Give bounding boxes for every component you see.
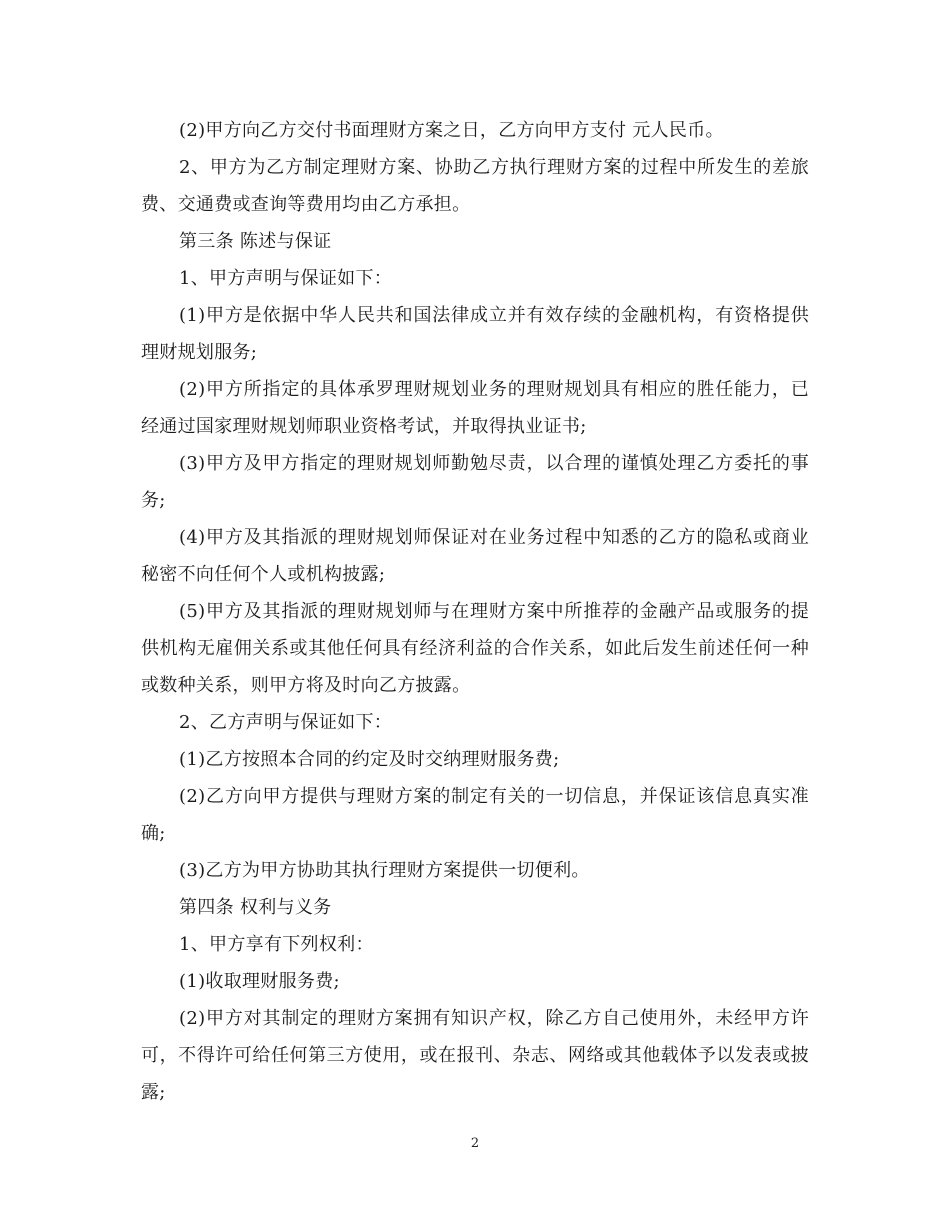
page-number: 2 [470, 1136, 480, 1151]
paragraph-b-item-3: (3)乙方为甲方协助其执行理财方案提供一切便利。 [179, 860, 590, 881]
paragraph-a-item-2: (2)甲方所指定的具体承罗理财规划业务的理财规划具有相应的胜任能力，已经通过国家理财规划师职业资格考试，并取得执业证书; [141, 379, 809, 437]
paragraph-rights-item-2: (2)甲方对其制定的理财方案拥有知识产权，除乙方自己使用外，未经甲方许可，不得许可给任何第三方使用，或在报刊、杂志、网络或其他载体予以发表或披露; [141, 1008, 809, 1103]
section-heading-article-3: 第三条 陈述与保证 [179, 231, 332, 252]
paragraph-b-item-1: (1)乙方按照本合同的约定及时交纳理财服务费; [179, 749, 560, 770]
paragraph-a-item-1: (1)甲方是依据中华人民共和国法律成立并有效存续的金融机构，有资格提供理财规划服务; [141, 305, 809, 363]
paragraph-a-item-3: (3)甲方及甲方指定的理财规划师勤勉尽责，以合理的谨慎处理乙方委托的事务; [141, 453, 809, 511]
paragraph-a-item-4: (4)甲方及其指派的理财规划师保证对在业务过程中知悉的乙方的隐私或商业秘密不向任何个人或机构披露; [141, 527, 809, 585]
paragraph-party-a-declaration: 1、甲方声明与保证如下： [179, 268, 393, 289]
paragraph-party-a-rights: 1、甲方享有下列权利： [179, 934, 374, 955]
document-body [141, 112, 809, 1111]
paragraph-expenses: 2、甲方为乙方制定理财方案、协助乙方执行理财方案的过程中所发生的差旅费、交通费或查询等费用均由乙方承担。 [141, 157, 809, 215]
paragraph-fee-payment: (2)甲方向乙方交付书面理财方案之日，乙方向甲方支付 元人民币。 [179, 120, 724, 141]
paragraph-a-item-5: (5)甲方及其指派的理财规划师与在理财方案中所推荐的金融产品或服务的提供机构无雇佣关系或其他任何具有经济利益的合作关系，如此后发生前述任何一种或数种关系，则甲方将及时向乙方披露。 [141, 601, 809, 696]
paragraph-party-b-declaration: 2、乙方声明与保证如下： [179, 712, 393, 733]
section-heading-article-4: 第四条 权利与义务 [179, 897, 332, 918]
paragraph-rights-item-1: (1)收取理财服务费; [179, 971, 340, 992]
paragraph-b-item-2: (2)乙方向甲方提供与理财方案的制定有关的一切信息，并保证该信息真实准确; [141, 786, 809, 844]
